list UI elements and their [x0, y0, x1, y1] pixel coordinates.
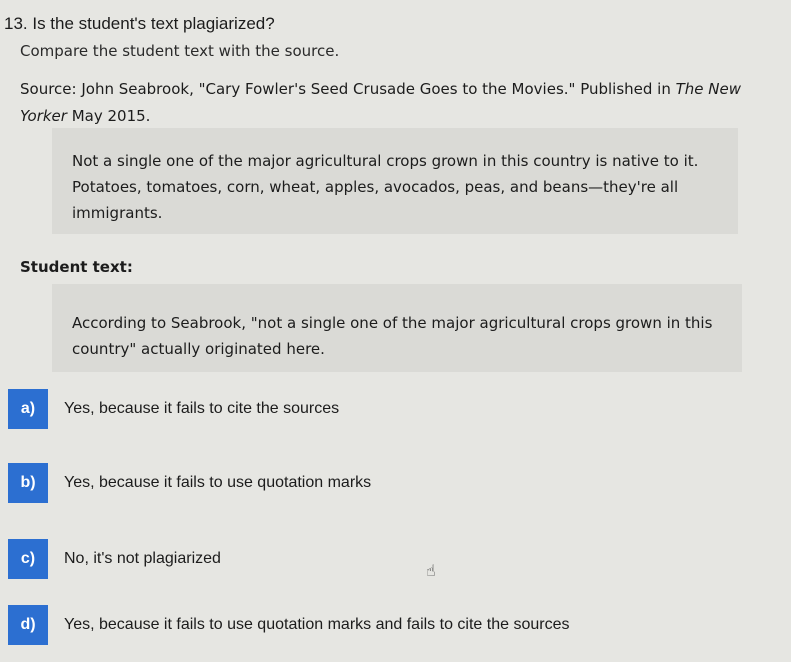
- citation-prefix: Source: John Seabrook, "Cary Fowler's Seed Crusade Goes to the Movies." Published in: [20, 80, 676, 98]
- hand-pointer-icon: ☝: [426, 561, 436, 580]
- choice-letter: d): [8, 605, 48, 645]
- choice-letter: c): [8, 539, 48, 579]
- instruction-text: Compare the student text with the source.: [20, 42, 340, 60]
- source-text-box: [52, 128, 738, 234]
- choice-c[interactable]: [8, 539, 768, 579]
- student-text-box: [52, 284, 742, 372]
- choice-text: Yes, because it fails to cite the sources: [64, 400, 340, 417]
- choice-b[interactable]: [8, 463, 768, 503]
- choice-letter: b): [8, 463, 48, 503]
- publication-name: The New Yorker: [20, 80, 742, 125]
- choice-d[interactable]: [8, 605, 768, 645]
- citation-suffix: May 2015.: [66, 107, 151, 125]
- choice-text: Yes, because it fails to use quotation marks and fails to cite the sources: [64, 616, 570, 633]
- student-text: According to Seabrook, "not a single one of the major agricultural crops grown in this country" actually originated here.: [72, 314, 713, 358]
- choice-letter: a): [8, 389, 48, 429]
- choice-text: Yes, because it fails to use quotation marks: [64, 474, 372, 491]
- question-title: 13. Is the student's text plagiarized?: [4, 14, 275, 33]
- choice-a[interactable]: [8, 389, 768, 429]
- choice-text: No, it's not plagiarized: [64, 550, 221, 567]
- source-citation: [20, 76, 765, 130]
- student-text-label: Student text:: [20, 258, 133, 276]
- source-text: Not a single one of the major agricultural crops grown in this country is native to it. Potatoes, tomatoes, corn, wheat, apples, avocados, peas, and beans—they're all immigrants.: [72, 152, 699, 222]
